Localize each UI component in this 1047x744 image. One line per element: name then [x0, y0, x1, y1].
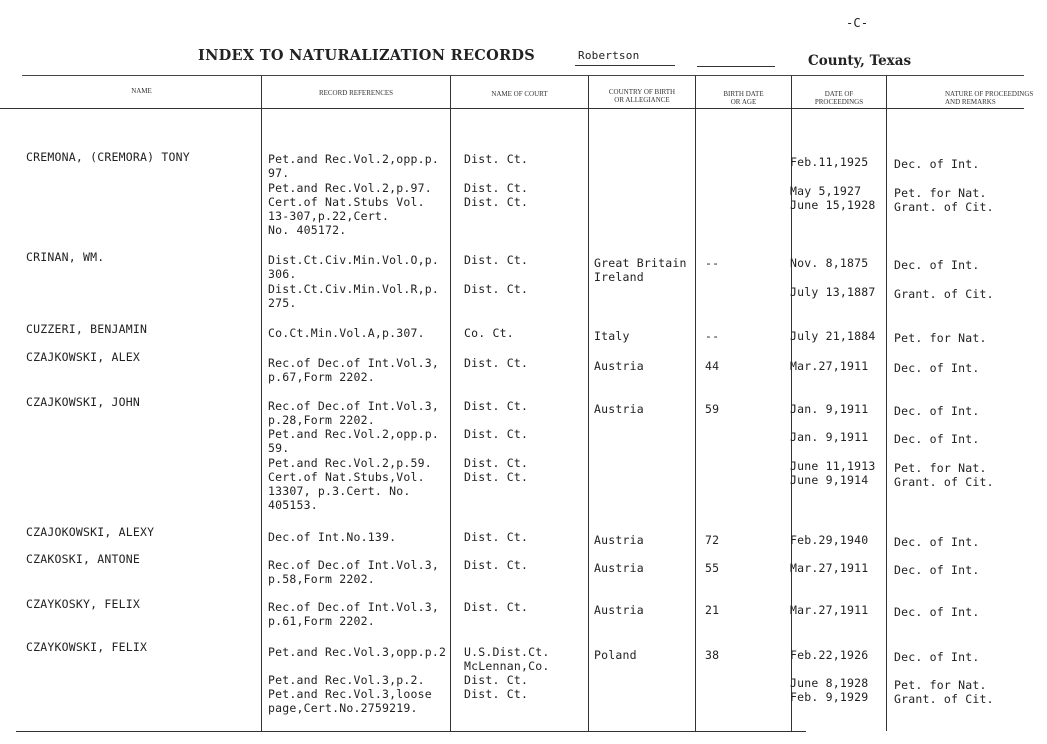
record-nature: Dec. of Int.	[894, 361, 980, 375]
record-country: Austria	[594, 402, 644, 416]
record-date: July 13,1887	[790, 285, 876, 299]
record-reference: Rec.of Dec.of Int.Vol.3, p.67,Form 2202.	[268, 356, 439, 384]
record-name: CZAJKOWSKI, JOHN	[26, 395, 140, 409]
header-bottom-rule	[0, 108, 1024, 109]
record-age: --	[705, 256, 720, 270]
record-age: 59	[705, 402, 720, 416]
record-court: Dist. Ct.	[464, 427, 529, 441]
record-date: Feb.22,1926	[790, 648, 869, 662]
table-bottom-rule	[16, 731, 806, 732]
col-header-name: NAME	[131, 87, 152, 95]
record-court: Dist. Ct.	[464, 558, 529, 572]
record-country: Great Britain Ireland	[594, 256, 687, 284]
record-nature: Dec. of Int.	[894, 404, 980, 418]
record-court: Dist. Ct.	[464, 530, 529, 544]
record-name: CZAKOSKI, ANTONE	[26, 552, 140, 566]
record-nature: Pet. for Nat. Grant. of Cit.	[894, 461, 994, 489]
record-nature: Dec. of Int.	[894, 432, 980, 446]
record-reference: Pet.and Rec.Vol.3,opp.p.2	[268, 645, 447, 659]
record-reference: Pet.and Rec.Vol.2,opp.p. 97.	[268, 152, 439, 180]
county-suffix: County, Texas	[808, 53, 912, 69]
record-name: CRINAN, WM.	[26, 250, 105, 264]
record-name: CZAJKOWSKI, ALEX	[26, 350, 140, 364]
county-name: Robertson	[578, 49, 640, 62]
column-divider	[450, 75, 451, 731]
record-age: 72	[705, 533, 720, 547]
record-name: CREMONA, (CREMORA) TONY	[26, 150, 190, 164]
record-date: May 5,1927 June 15,1928	[790, 184, 876, 212]
record-country: Austria	[594, 359, 644, 373]
record-reference: Co.Ct.Min.Vol.A,p.307.	[268, 326, 425, 340]
record-court: U.S.Dist.Ct. McLennan,Co.	[464, 645, 550, 673]
record-date: Jan. 9,1911	[790, 430, 869, 444]
page-mark: -C-	[846, 16, 869, 30]
record-court: Dist. Ct.	[464, 152, 529, 166]
record-nature: Dec. of Int.	[894, 258, 980, 272]
record-age: --	[705, 329, 720, 343]
record-court: Co. Ct.	[464, 326, 514, 340]
col-header-date: DATE OF PROCEEDINGS	[814, 90, 864, 106]
column-divider	[261, 75, 262, 731]
record-name: CZAYKOWSKI, FELIX	[26, 640, 148, 654]
county-underline	[575, 65, 675, 66]
record-reference: Pet.and Rec.Vol.2,p.97. Cert.of Nat.Stubs Vol. 13-307,p.22,Cert. No. 405172.	[268, 181, 432, 237]
record-nature: Dec. of Int.	[894, 535, 980, 549]
record-date: Mar.27,1911	[790, 561, 869, 575]
record-reference: Rec.of Dec.of Int.Vol.3, p.28,Form 2202.	[268, 399, 439, 427]
record-court: Dist. Ct.	[464, 253, 529, 267]
record-reference: Pet.and Rec.Vol.2,p.59. Cert.of Nat.Stubs,Vol. 13307, p.3.Cert. No. 405153.	[268, 456, 432, 512]
record-reference: Dist.Ct.Civ.Min.Vol.O,p. 306.	[268, 253, 439, 281]
record-reference: Dist.Ct.Civ.Min.Vol.R,p. 275.	[268, 282, 439, 310]
record-age: 21	[705, 603, 720, 617]
record-court: Dist. Ct. Dist. Ct.	[464, 673, 529, 701]
col-header-court: NAME OF COURT	[491, 90, 548, 98]
record-date: Nov. 8,1875	[790, 256, 869, 270]
record-nature: Grant. of Cit.	[894, 287, 994, 301]
record-date: Jan. 9,1911	[790, 402, 869, 416]
record-date: Mar.27,1911	[790, 359, 869, 373]
record-name: CZAYKOSKY, FELIX	[26, 597, 140, 611]
record-nature: Pet. for Nat. Grant. of Cit.	[894, 678, 994, 706]
county-underline-2	[697, 66, 775, 67]
record-court: Dist. Ct.	[464, 600, 529, 614]
record-court: Dist. Ct.	[464, 399, 529, 413]
record-date: Mar.27,1911	[790, 603, 869, 617]
col-header-nature: NATURE OF PROCEEDINGS AND REMARKS	[945, 90, 1034, 106]
record-nature: Dec. of Int.	[894, 563, 980, 577]
record-date: July 21,1884	[790, 329, 876, 343]
record-court: Dist. Ct. Dist. Ct.	[464, 456, 529, 484]
record-name: CZAJOKOWSKI, ALEXY	[26, 525, 155, 539]
record-reference: Pet.and Rec.Vol.3,p.2. Pet.and Rec.Vol.3,loose page,Cert.No.2759219.	[268, 673, 432, 715]
col-header-record: RECORD REFERENCES	[318, 89, 394, 97]
page-title: INDEX TO NATURALIZATION RECORDS	[198, 47, 536, 64]
col-header-country: COUNTRY OF BIRTH OR ALLEGIANCE	[608, 88, 676, 104]
record-date: Feb.29,1940	[790, 533, 869, 547]
record-country: Italy	[594, 329, 630, 343]
table-top-rule	[22, 75, 1024, 76]
record-nature: Dec. of Int.	[894, 157, 980, 171]
record-country: Austria	[594, 561, 644, 575]
record-country: Austria	[594, 533, 644, 547]
record-date: June 11,1913 June 9,1914	[790, 459, 876, 487]
record-country: Austria	[594, 603, 644, 617]
record-nature: Dec. of Int.	[894, 605, 980, 619]
column-divider	[695, 75, 696, 731]
record-reference: Pet.and Rec.Vol.2,opp.p. 59.	[268, 427, 439, 455]
record-court: Dist. Ct. Dist. Ct.	[464, 181, 529, 209]
record-date: June 8,1928 Feb. 9,1929	[790, 676, 869, 704]
col-header-birth: BIRTH DATE OR AGE	[723, 90, 764, 106]
record-reference: Rec.of Dec.of Int.Vol.3, p.58,Form 2202.	[268, 558, 439, 586]
record-age: 55	[705, 561, 720, 575]
record-reference: Dec.of Int.No.139.	[268, 530, 397, 544]
record-reference: Rec.of Dec.of Int.Vol.3, p.61,Form 2202.	[268, 600, 439, 628]
record-age: 38	[705, 648, 720, 662]
record-age: 44	[705, 359, 720, 373]
column-divider	[886, 75, 887, 731]
record-court: Dist. Ct.	[464, 356, 529, 370]
record-nature: Pet. for Nat. Grant. of Cit.	[894, 186, 994, 214]
record-nature: Pet. for Nat.	[894, 331, 987, 345]
record-nature: Dec. of Int.	[894, 650, 980, 664]
record-court: Dist. Ct.	[464, 282, 529, 296]
record-name: CUZZERI, BENJAMIN	[26, 322, 148, 336]
record-date: Feb.11,1925	[790, 155, 869, 169]
record-country: Poland	[594, 648, 637, 662]
column-divider	[588, 75, 589, 731]
